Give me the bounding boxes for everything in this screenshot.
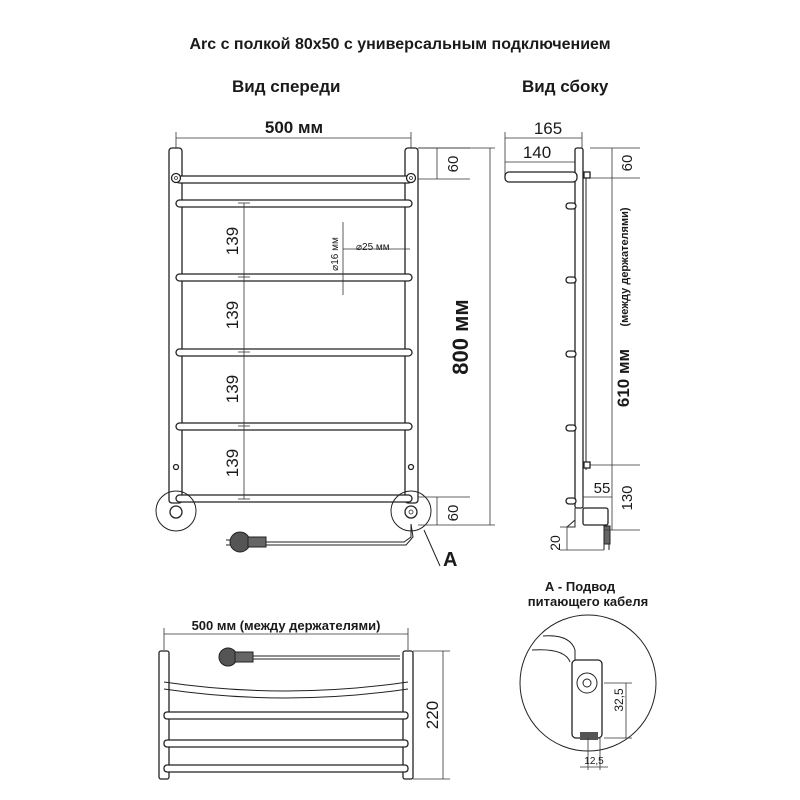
side-view-drawing xyxy=(505,119,640,551)
page-title: Arc с полкой 80х50 с универсальным подключением xyxy=(189,36,611,53)
front-bottom-offset: 60 xyxy=(445,504,462,522)
side-inlet-height: 20 xyxy=(547,535,563,551)
spacing-1: 139 xyxy=(223,226,242,256)
pipe-d25-label: ⌀25 мм xyxy=(356,242,390,253)
bottom-bar xyxy=(176,495,412,502)
side-top-offset: 60 xyxy=(619,154,636,172)
detail-a-drawing xyxy=(520,579,656,770)
bar-2 xyxy=(176,274,412,281)
top-width-label: 500 мм (между держателями) xyxy=(191,618,381,633)
detail-a-horizontal: 12,5 xyxy=(584,756,604,767)
side-holders-label: 610 мм xyxy=(614,348,633,408)
front-view-heading: Вид спереди xyxy=(232,77,341,96)
side-depth-inner: 140 xyxy=(522,143,552,162)
detail-a-vertical: 32,5 xyxy=(612,688,626,712)
front-top-offset: 60 xyxy=(445,155,462,173)
front-width-label: 500 мм xyxy=(264,118,324,137)
front-view-drawing xyxy=(156,118,495,571)
top-bar xyxy=(176,176,412,183)
side-depth-total: 165 xyxy=(533,119,563,138)
side-holders-note: (между держателями) xyxy=(619,207,631,327)
side-view-heading: Вид сбоку xyxy=(522,77,609,96)
spacing-3: 139 xyxy=(223,374,242,404)
front-height-label: 800 мм xyxy=(448,299,473,375)
side-bottom-depth: 55 xyxy=(593,480,611,497)
callout-a: A xyxy=(443,549,458,571)
bar-3 xyxy=(176,349,412,356)
spacing-2: 139 xyxy=(223,300,242,330)
detail-a-title-1: А - Подвод xyxy=(544,579,616,594)
bar-1 xyxy=(176,200,412,207)
top-height-label: 220 xyxy=(423,700,442,730)
top-view-drawing xyxy=(159,618,450,779)
pipe-d16-label: ⌀16 мм xyxy=(330,237,341,271)
spacing-4: 139 xyxy=(223,448,242,478)
side-bottom-height: 130 xyxy=(619,485,636,511)
detail-a-title-2: питающего кабеля xyxy=(527,594,649,609)
bar-4 xyxy=(176,423,412,430)
